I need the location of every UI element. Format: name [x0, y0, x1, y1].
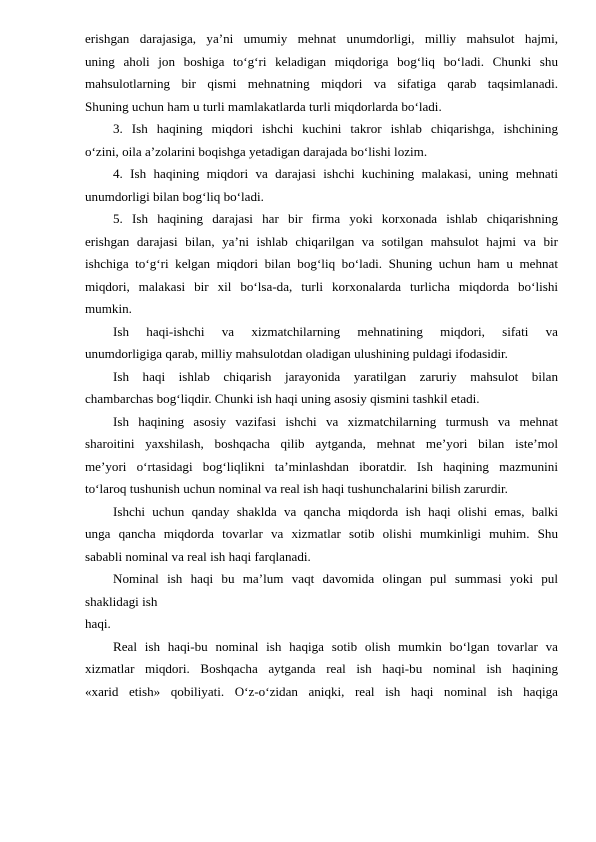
paragraph: [85, 118, 558, 163]
text-line: miqdori, malakasi bir xil bo‘lsa-da, turli korxonalarda turlicha miqdorda bo‘lishi: [85, 278, 558, 294]
text-line: chambarchas bog‘liqdir. Chunki ish haqi uning asosiy qismini tashkil etadi.: [85, 391, 480, 406]
text-line: haqi.: [85, 616, 111, 631]
paragraph: [85, 208, 558, 321]
text-line: unumdorligi bilan bog‘liq bo‘ladi.: [85, 188, 264, 204]
text-line: sharoitini yaxshilash, boshqacha qilib aytganda, mehnat me’yori bilan iste’mol: [85, 436, 558, 451]
text-line: me’yori o‘rtasidagi bog‘liqlikni ta’minlashdan iboratdir. Ish haqining mazmunini: [85, 458, 558, 474]
text-line: xizmatlar miqdori. Boshqacha aytganda real ish haqi-bu nominal ish haqining: [85, 661, 558, 676]
text-line: «xarid etish» qobiliyati. O‘z-o‘zidan aniqki, real ish haqi nominal ish haqiga: [85, 683, 558, 699]
paragraph: [85, 636, 558, 704]
paragraph: [85, 163, 558, 208]
paragraph: [85, 321, 558, 366]
text-line: shaklidagi ish: [85, 593, 158, 609]
text-line: 4. Ish haqining miqdori va darajasi ishchi kuchining malakasi, uning mehnati: [113, 166, 558, 181]
body-text: [85, 28, 558, 703]
text-line: unga qancha miqdorda tovarlar va xizmatlar sotib olishi mumkinligi muhim. Shu: [85, 526, 558, 541]
text-line: Real ish haqi-bu nominal ish haqiga sotib olish mumkin bo‘lgan tovarlar va: [113, 638, 558, 654]
text-line: mahsulotlarning bir qismi mehnatning miqdori va sifatiga qarab taqsimlanadi.: [85, 76, 558, 91]
text-line: mumkin.: [85, 301, 132, 316]
paragraph: [85, 366, 558, 411]
paragraph: [85, 28, 558, 118]
text-line: Nominal ish haqi bu ma’lum vaqt davomida olingan pul summasi yoki pul: [113, 571, 558, 586]
document-page: [85, 28, 558, 703]
text-line: o‘zini, oila a’zolarini boqishga yetadigan darajada bo‘lishi lozim.: [85, 143, 428, 159]
text-line: Ish haqi-ishchi va xizmatchilarning mehnatining miqdori, sifati va: [113, 323, 558, 339]
text-line: 5. Ish haqining darajasi har bir firma yoki korxonada ishlab chiqarishning: [113, 211, 558, 226]
text-line: Shuning uchun ham u turli mamlakatlarda turli miqdorlarda bo‘ladi.: [85, 98, 442, 114]
text-line: erishgan darajasiga, ya’ni umumiy mehnat unumdorligi, milliy mahsulot hajmi,: [85, 31, 558, 46]
text-line: uning aholi jon boshiga to‘g‘ri keladigan miqdoriga bog‘liq bo‘ladi. Chunki shu: [85, 53, 558, 69]
paragraph: [85, 501, 558, 569]
text-line: to‘laroq tushunish uchun nominal va real ish haqi tushunchalarini bilish zarurdir.: [85, 481, 508, 496]
paragraph: [85, 568, 558, 636]
text-line: unumdorligiga qarab, milliy mahsulotdan oladigan ulushining puldagi ifodasidir.: [85, 346, 508, 361]
text-line: ishchiga to‘g‘ri kelgan miqdori bilan bog‘liq bo‘ladi. Shuning uchun ham u mehnat: [85, 256, 558, 271]
text-line: Ish haqi ishlab chiqarish jarayonida yaratilgan zaruriy mahsulot bilan: [113, 368, 558, 384]
text-line: 3. Ish haqining miqdori ishchi kuchini takror ishlab chiqarishga, ishchining: [113, 121, 558, 136]
text-line: sababli nominal va real ish haqi farqlanadi.: [85, 548, 311, 564]
paragraph: [85, 411, 558, 501]
text-line: Ish haqining asosiy vazifasi ishchi va xizmatchilarning turmush va mehnat: [113, 413, 558, 429]
text-line: erishgan darajasi bilan, ya’ni ishlab chiqarilgan va sotilgan mahsulot hajmi va bir: [85, 233, 558, 249]
text-line: Ishchi uchun qanday shaklda va qancha miqdorda ish haqi olishi emas, balki: [113, 503, 558, 519]
